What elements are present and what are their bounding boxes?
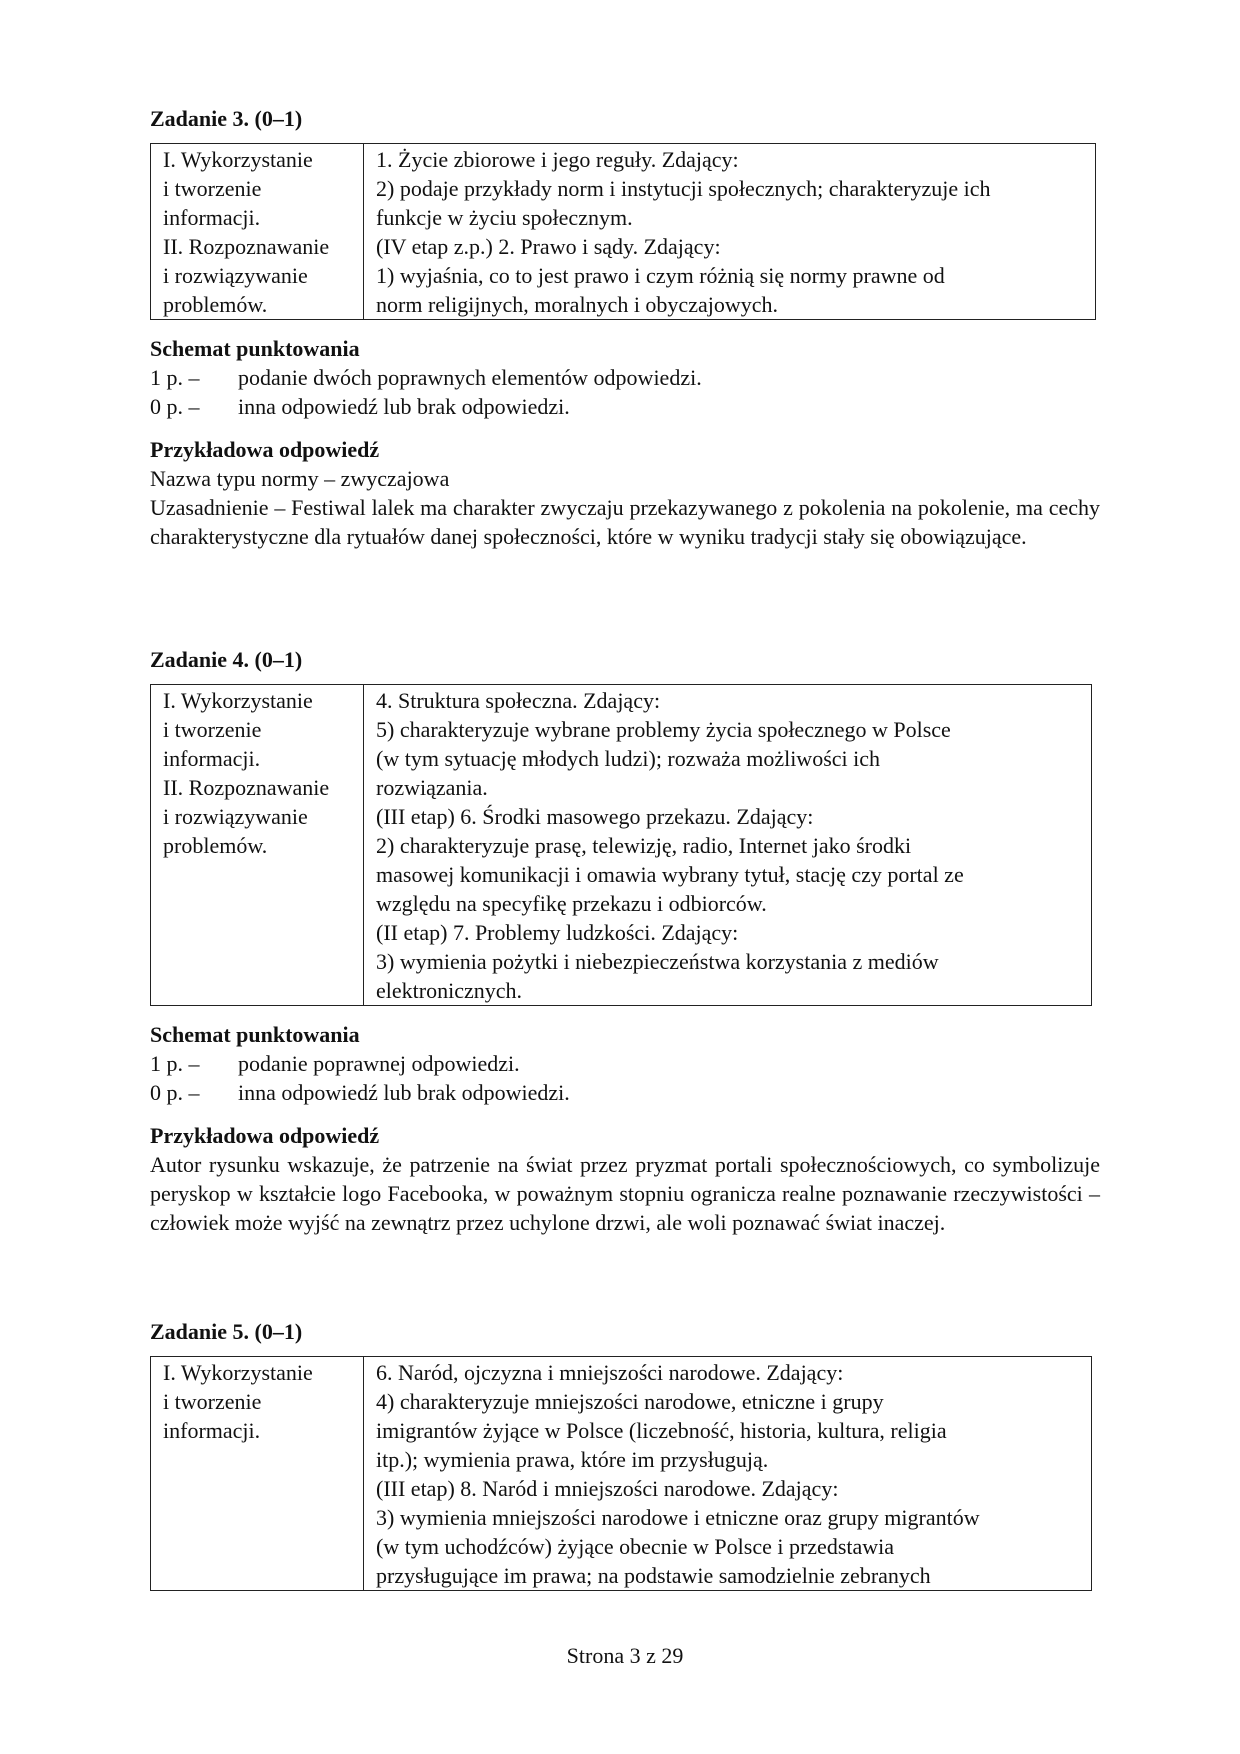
task-4-answer-title: Przykładowa odpowiedź [150, 1123, 380, 1148]
task-3 [150, 104, 1100, 551]
task-3-answer-title: Przykładowa odpowiedź [150, 437, 380, 462]
task-5-right-line: imigrantów żyjące w Polsce (liczebność, historia, kultura, religia [376, 1418, 947, 1443]
task-4-spec-table [150, 684, 1092, 1006]
task-4-right-line: elektronicznych. [376, 978, 522, 1003]
task-4-right-line: (w tym sytuację młodych ludzi); rozważa możliwości ich [376, 746, 881, 771]
task-5-requirements-detailed [364, 1357, 1092, 1591]
task-3-right-line: (IV etap z.p.) 2. Prawo i sądy. Zdający: [376, 234, 721, 259]
task-4-right-line: (III etap) 6. Środki masowego przekazu. Zdający: [376, 804, 814, 829]
score-label: 1 p. – [150, 1051, 200, 1076]
task-3-spec-table [150, 143, 1096, 320]
task-3-score-1 [150, 363, 1100, 392]
task-3-right-line: funkcje w życiu społecznym. [376, 205, 633, 230]
score-text: podanie dwóch poprawnych elementów odpowiedzi. [238, 365, 702, 390]
task-5-right-line: 6. Naród, ojczyzna i mniejszości narodowe. Zdający: [376, 1360, 844, 1385]
task-3-right-line: 2) podaje przykłady norm i instytucji społecznych; charakteryzuje ich [376, 176, 991, 201]
task-4-left-line: problemów. [163, 833, 268, 858]
task-3-right-line: 1) wyjaśnia, co to jest prawo i czym różnią się normy prawne od [376, 263, 945, 288]
exam-page [150, 0, 1100, 1754]
task-4-right-line: (II etap) 7. Problemy ludzkości. Zdający: [376, 920, 739, 945]
page-number: Strona 3 z 29 [566, 1643, 684, 1668]
task-3-left-line: informacji. [163, 205, 261, 230]
task-5-title: Zadanie 5. (0–1) [150, 1319, 303, 1344]
task-4-answer-paragraph: Autor rysunku wskazuje, że patrzenie na świat przez pryzmat portali społecznościowych, co symbolizuje peryskop w kształcie logo Facebooka, w poważnym stopniu ogranicza realne poznawanie rzeczywistości – człowiek może wyjść na zewnątrz przez uchylone drzwi, ale woli poznawać świat inaczej. [150, 1152, 1100, 1235]
score-text: inna odpowiedź lub brak odpowiedzi. [238, 1080, 570, 1105]
task-3-left-line: i tworzenie [163, 176, 262, 201]
task-4-right-line: 5) charakteryzuje wybrane problemy życia społecznego w Polsce [376, 717, 951, 742]
task-4-left-line: i rozwiązywanie [163, 804, 308, 829]
task-4-right-line: 3) wymienia pożytki i niebezpieczeństwa korzystania z mediów [376, 949, 939, 974]
task-5-left-line: I. Wykorzystanie [163, 1360, 313, 1385]
task-5-right-line: (w tym uchodźców) żyjące obecnie w Polsce i przedstawia [376, 1534, 895, 1559]
score-label: 0 p. – [150, 394, 200, 419]
score-text: inna odpowiedź lub brak odpowiedzi. [238, 394, 570, 419]
task-3-requirements-detailed [364, 144, 1096, 320]
task-3-left-line: problemów. [163, 292, 268, 317]
task-4-right-line: 4. Struktura społeczna. Zdający: [376, 688, 661, 713]
task-3-left-line: i rozwiązywanie [163, 263, 308, 288]
task-4-requirements-general [151, 685, 364, 1006]
task-3-left-line: II. Rozpoznawanie [163, 234, 330, 259]
task-3-right-line: norm religijnych, moralnych i obyczajowych. [376, 292, 778, 317]
task-4-right-line: masowej komunikacji i omawia wybrany tytuł, stację czy portal ze [376, 862, 964, 887]
task-3-answer-paragraph: Uzasadnienie – Festiwal lalek ma charakter zwyczaju przekazywanego z pokolenia na pokolenie, ma cechy charakterystyczne dla rytuałów danej społeczności, które w wyniku tradycji stały się obowiązujące. [150, 495, 1100, 549]
score-text: podanie poprawnej odpowiedzi. [238, 1051, 520, 1076]
task-4-left-line: I. Wykorzystanie [163, 688, 313, 713]
task-4-right-line: rozwiązania. [376, 775, 488, 800]
task-5-right-line: itp.); wymienia prawa, które im przysługują. [376, 1447, 769, 1472]
task-4-left-line: informacji. [163, 746, 261, 771]
task-4-title: Zadanie 4. (0–1) [150, 647, 303, 672]
task-5-spec-table [150, 1356, 1092, 1591]
score-label: 0 p. – [150, 1080, 200, 1105]
task-4 [150, 645, 1100, 1237]
score-label: 1 p. – [150, 365, 200, 390]
task-5-right-line: (III etap) 8. Naród i mniejszości narodowe. Zdający: [376, 1476, 839, 1501]
task-3-left-line: I. Wykorzystanie [163, 147, 313, 172]
task-4-scoring-title: Schemat punktowania [150, 1022, 360, 1047]
task-3-score-0 [150, 392, 1100, 421]
task-5-right-line: przysługujące im prawa; na podstawie samodzielnie zebranych [376, 1563, 931, 1588]
task-4-left-line: II. Rozpoznawanie [163, 775, 330, 800]
task-5-right-line: 3) wymienia mniejszości narodowe i etniczne oraz grupy migrantów [376, 1505, 980, 1530]
task-3-answer-line: Nazwa typu normy – zwyczajowa [150, 466, 450, 491]
task-4-right-line: względu na specyfikę przekazu i odbiorców. [376, 891, 767, 916]
task-4-right-line: 2) charakteryzuje prasę, telewizję, radio, Internet jako środki [376, 833, 912, 858]
task-3-requirements-general [151, 144, 364, 320]
task-4-score-1 [150, 1049, 1100, 1078]
task-5-requirements-general [151, 1357, 364, 1591]
task-4-score-0 [150, 1078, 1100, 1107]
task-3-title: Zadanie 3. (0–1) [150, 106, 303, 131]
task-3-scoring-title: Schemat punktowania [150, 336, 360, 361]
task-4-requirements-detailed [364, 685, 1092, 1006]
task-5-left-line: informacji. [163, 1418, 261, 1443]
task-4-left-line: i tworzenie [163, 717, 262, 742]
task-3-right-line: 1. Życie zbiorowe i jego reguły. Zdający: [376, 147, 739, 172]
task-5-right-line: 4) charakteryzuje mniejszości narodowe, etniczne i grupy [376, 1389, 884, 1414]
task-5-left-line: i tworzenie [163, 1389, 262, 1414]
task-5 [150, 1317, 1100, 1591]
